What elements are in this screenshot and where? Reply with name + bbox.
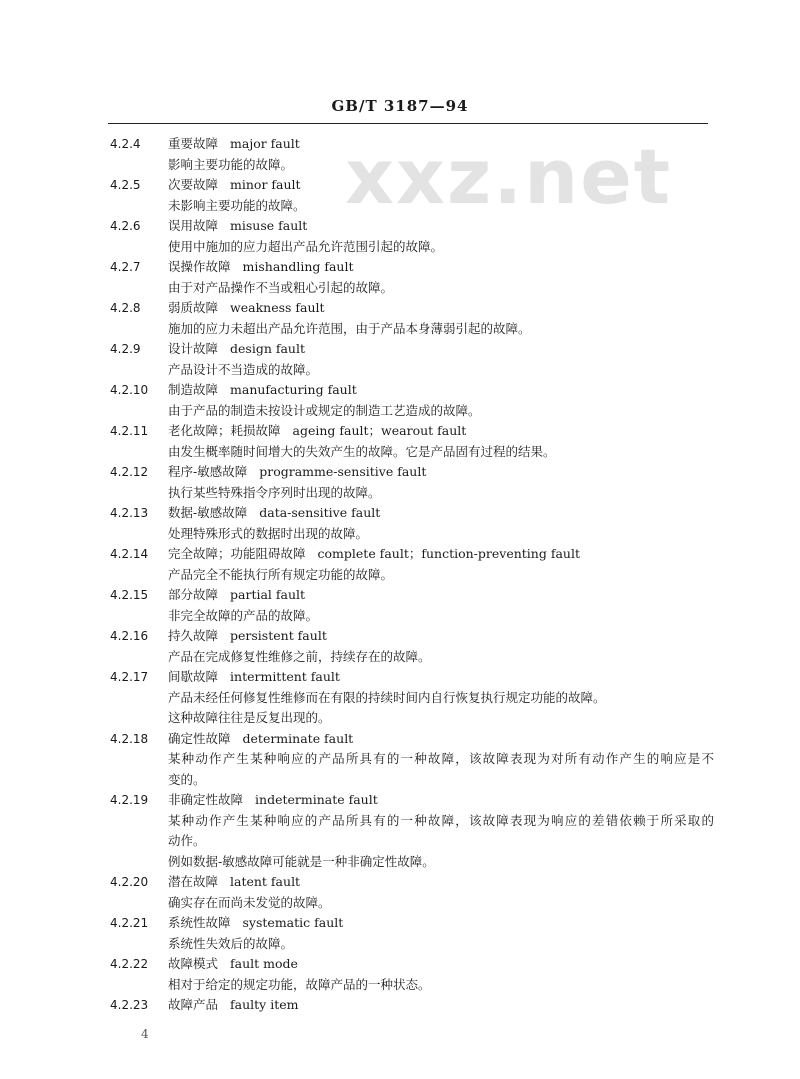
- term-english: weakness fault: [230, 300, 325, 315]
- term-chinese: 系统性故障: [168, 915, 231, 930]
- term-english: misuse fault: [230, 218, 308, 233]
- term-entry-heading: [0, 462, 800, 483]
- term-english: programme-sensitive fault: [259, 464, 427, 479]
- term-definition-line: [0, 606, 800, 627]
- term-number: 4.2.22: [110, 957, 149, 971]
- term-chinese: 故障模式: [168, 956, 219, 971]
- term-english: ageing fault；wearout fault: [292, 423, 467, 438]
- term-definition-line: [0, 155, 800, 176]
- term-chinese: 老化故障；耗损故障: [168, 423, 281, 438]
- term-chinese: 故障产品: [168, 997, 219, 1012]
- term-definition: 某种动作产生某种响应的产品所具有的一种故障，该故障表现为对所有动作产生的响应是不: [168, 751, 714, 766]
- term-title: [168, 380, 357, 401]
- term-entry-heading: [0, 503, 800, 524]
- term-chinese: 非确定性故障: [168, 792, 244, 807]
- term-english: latent fault: [230, 874, 301, 889]
- term-title: [168, 995, 298, 1016]
- term-title: [168, 790, 378, 811]
- term-number: 4.2.11: [110, 424, 149, 438]
- term-title: [168, 729, 353, 750]
- term-number: 4.2.14: [110, 547, 149, 561]
- term-english: complete fault；function-preventing fault: [317, 546, 580, 561]
- term-definition-line: [0, 360, 800, 381]
- term-definition: 产品设计不当造成的故障。: [168, 361, 319, 377]
- term-definition-line: [0, 831, 800, 852]
- term-entry-heading: [0, 421, 800, 442]
- term-chinese: 设计故障: [168, 341, 219, 356]
- term-definition-line: [0, 749, 800, 770]
- term-title: [168, 339, 305, 360]
- term-entry-heading: [0, 872, 800, 893]
- term-entry-heading: [0, 298, 800, 319]
- term-definition-line: [0, 934, 800, 955]
- term-definition: 产品完全不能执行所有规定功能的故障。: [168, 566, 394, 582]
- term-definition-line: [0, 237, 800, 258]
- term-number: 4.2.21: [110, 916, 149, 930]
- term-definition-line: [0, 975, 800, 996]
- term-title: [168, 913, 343, 934]
- term-entry-heading: [0, 544, 800, 565]
- term-entry-heading: [0, 954, 800, 975]
- term-english: fault mode: [230, 956, 298, 971]
- term-definition-line: [0, 565, 800, 586]
- page-header: GB/T 3187—94: [331, 97, 469, 115]
- term-number: 4.2.10: [110, 383, 149, 397]
- term-definition-line: [0, 278, 800, 299]
- term-english: indeterminate fault: [255, 792, 378, 807]
- term-entry-heading: [0, 216, 800, 237]
- term-title: [168, 667, 340, 688]
- term-entry-heading: [0, 175, 800, 196]
- term-definition-line: [0, 196, 800, 217]
- term-english: faulty item: [230, 997, 299, 1012]
- term-title: [168, 257, 354, 278]
- term-definition: 由于产品的制造未按设计或规定的制造工艺造成的故障。: [168, 402, 481, 418]
- term-definition-line: [0, 319, 800, 340]
- term-entry-heading: [0, 257, 800, 278]
- term-title: [168, 298, 325, 319]
- term-definition-line: [0, 893, 800, 914]
- term-definition-line: [0, 401, 800, 422]
- term-number: 4.2.23: [110, 998, 149, 1012]
- term-number: 4.2.4: [110, 137, 141, 151]
- term-chinese: 持久故障: [168, 628, 219, 643]
- term-title: [168, 544, 580, 565]
- term-entry-heading: [0, 380, 800, 401]
- term-definition-line: [0, 770, 800, 791]
- term-definition: 这种故障往往是反复出现的。: [168, 710, 331, 725]
- term-number: 4.2.12: [110, 465, 149, 479]
- term-number: 4.2.20: [110, 875, 149, 889]
- term-english: determinate fault: [242, 730, 354, 746]
- page-number: 4: [141, 1027, 149, 1041]
- term-number: 4.2.16: [110, 629, 149, 643]
- term-chinese: 程序-敏感故障: [168, 464, 248, 479]
- header-rule: [108, 123, 708, 124]
- term-definition: 动作。: [168, 833, 206, 848]
- term-entry-heading: [0, 585, 800, 606]
- term-chinese: 部分故障: [168, 587, 219, 602]
- term-chinese: 误操作故障: [168, 259, 231, 274]
- term-list: [0, 134, 800, 1016]
- term-definition: 未影响主要功能的故障。: [168, 197, 306, 213]
- term-chinese: 次要故障: [168, 177, 219, 192]
- term-english: mishandling fault: [242, 259, 354, 274]
- term-definition: 使用中施加的应力超出产品允许范围引起的故障。: [168, 238, 444, 254]
- term-definition: 产品在完成修复性维修之前，持续存在的故障。: [168, 648, 431, 664]
- term-english: intermittent fault: [230, 669, 340, 684]
- term-chinese: 间歇故障: [168, 669, 219, 684]
- term-definition: 系统性失效后的故障。: [168, 935, 294, 951]
- term-definition: 产品未经任何修复性维修而在有限的持续时间内自行恢复执行规定功能的故障。: [168, 689, 606, 705]
- term-definition: 施加的应力未超出产品允许范围，由于产品本身薄弱引起的故障。: [168, 320, 531, 336]
- term-title: [168, 175, 301, 196]
- term-english: partial fault: [230, 587, 306, 602]
- term-definition: 由于对产品操作不当或粗心引起的故障。: [168, 279, 394, 295]
- term-entry-heading: [0, 134, 800, 155]
- term-entry-heading: [0, 995, 800, 1016]
- term-entry-heading: [0, 339, 800, 360]
- term-title: [168, 462, 426, 483]
- term-chinese: 完全故障；功能阻碍故障: [168, 546, 306, 561]
- term-number: 4.2.5: [110, 178, 141, 192]
- term-entry-heading: [0, 790, 800, 811]
- term-title: [168, 954, 298, 975]
- term-number: 4.2.9: [110, 342, 141, 356]
- term-title: [168, 503, 380, 524]
- term-number: 4.2.13: [110, 506, 149, 520]
- term-title: [168, 421, 466, 442]
- term-number: 4.2.15: [110, 588, 149, 602]
- term-title: [168, 134, 300, 155]
- term-chinese: 弱质故障: [168, 300, 219, 315]
- term-english: major fault: [230, 136, 300, 151]
- term-english: systematic fault: [242, 915, 344, 930]
- term-english: data-sensitive fault: [259, 505, 381, 520]
- term-definition-line: [0, 524, 800, 545]
- term-definition: 非完全故障的产品的故障。: [168, 607, 319, 623]
- term-definition: 确实存在而尚未发觉的故障。: [168, 894, 331, 910]
- term-definition: 某种动作产生某种响应的产品所具有的一种故障，该故障表现为响应的差错依赖于所采取的: [168, 812, 714, 828]
- term-title: [168, 216, 307, 237]
- term-number: 4.2.7: [110, 260, 141, 274]
- term-entry-heading: [0, 626, 800, 647]
- term-definition: 影响主要功能的故障。: [168, 156, 294, 172]
- term-chinese: 数据-敏感故障: [168, 505, 248, 520]
- term-number: 4.2.17: [110, 670, 149, 684]
- term-entry-heading: [0, 913, 800, 934]
- term-entry-heading: [0, 667, 800, 688]
- term-number: 4.2.6: [110, 219, 141, 233]
- term-definition: 例如数据-敏感故障可能就是一种非确定性故障。: [168, 853, 435, 869]
- term-title: [168, 585, 305, 606]
- term-definition-line: [0, 647, 800, 668]
- term-english: minor fault: [230, 177, 301, 192]
- term-chinese: 制造故障: [168, 382, 219, 397]
- watermark: xxz.net: [345, 132, 673, 221]
- term-definition-line: [0, 442, 800, 463]
- term-chinese: 误用故障: [168, 218, 219, 233]
- term-definition: 处理特殊形式的数据时出现的故障。: [168, 525, 369, 541]
- term-definition: 变的。: [168, 771, 206, 787]
- term-english: design fault: [230, 341, 306, 356]
- term-english: persistent fault: [230, 628, 327, 643]
- term-english: manufacturing fault: [230, 382, 357, 397]
- term-number: 4.2.8: [110, 301, 141, 315]
- term-entry-heading: [0, 729, 800, 750]
- term-definition-line: [0, 483, 800, 504]
- term-title: [168, 626, 327, 647]
- term-definition-line: [0, 811, 800, 832]
- term-definition-line: [0, 852, 800, 873]
- term-number: 4.2.18: [110, 731, 149, 746]
- term-definition: 执行某些特殊指令序列时出现的故障。: [168, 484, 381, 500]
- term-definition: 相对于给定的规定功能，故障产品的一种状态。: [168, 976, 431, 992]
- term-chinese: 确定性故障: [168, 730, 231, 746]
- term-definition-line: [0, 688, 800, 709]
- term-chinese: 潜在故障: [168, 874, 219, 889]
- term-number: 4.2.19: [110, 793, 149, 807]
- term-title: [168, 872, 300, 893]
- term-definition: 由发生概率随时间增大的失效产生的故障。它是产品固有过程的结果。: [168, 443, 556, 459]
- term-definition-line: [0, 708, 800, 729]
- term-chinese: 重要故障: [168, 136, 219, 151]
